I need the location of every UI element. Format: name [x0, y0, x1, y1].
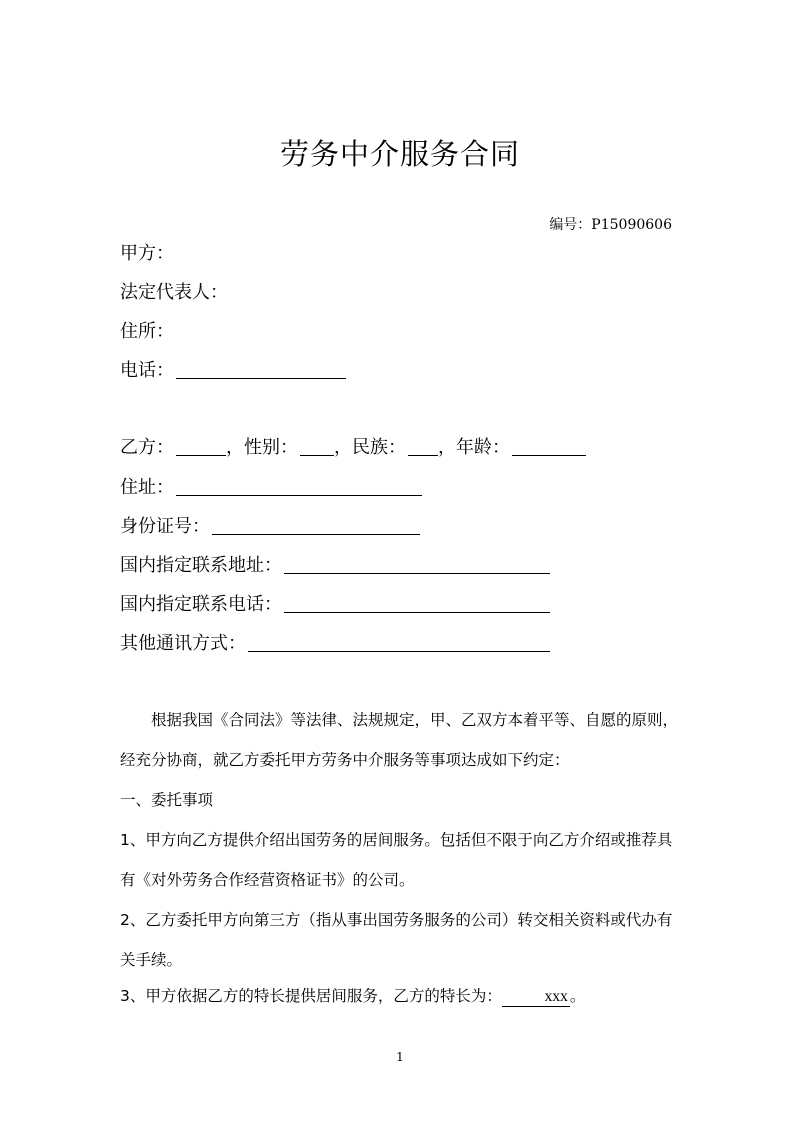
party-b-gender-blank[interactable] [300, 437, 334, 456]
party-b-age-blank[interactable] [512, 437, 586, 456]
specialty-blank[interactable]: xxx [502, 988, 570, 1007]
party-a-phone-blank[interactable] [176, 360, 346, 379]
party-b-other-contact-blank[interactable] [248, 633, 550, 652]
section-heading: 一、委托事项 [120, 791, 214, 809]
party-b-contact-address-blank[interactable] [284, 555, 550, 574]
party-a-legal-rep: 法定代表人： [120, 282, 228, 303]
item-2: 2、乙方委托甲方向第三方（指从事出国劳务服务的公司）转交相关资料或代办有关手续。 [120, 911, 673, 969]
party-b-name-blank[interactable] [176, 437, 226, 456]
page-title: 劳务中介服务合同 [279, 137, 520, 171]
page-number: 1 [396, 1050, 404, 1064]
party-b-address-blank[interactable] [176, 477, 422, 496]
document-number: 编号：P15090606 [549, 217, 672, 233]
party-b-contact-address: 国内指定联系地址： [120, 555, 550, 577]
party-b-contact-phone: 国内指定联系电话： [120, 594, 550, 616]
party-a-address: 住所： [120, 321, 174, 342]
party-b-contact-phone-blank[interactable] [284, 594, 550, 613]
party-b-id: 身份证号： [120, 516, 420, 538]
party-b-other-contact: 其他通讯方式： [120, 633, 550, 655]
party-a-phone: 电话： [120, 360, 346, 382]
party-a-label: 甲方： [120, 243, 174, 264]
item-3: 3、甲方依据乙方的特长提供居间服务，乙方的特长为： xxx 。 [120, 987, 586, 1005]
party-b-address: 住址： [120, 477, 422, 499]
party-b-id-blank[interactable] [212, 516, 420, 535]
party-b-ethnicity-blank[interactable] [408, 437, 438, 456]
item-1: 1、甲方向乙方提供介绍出国劳务的居间服务。包括但不限于向乙方介绍或推荐具有《对外劳务合作经营资格证书》的公司。 [120, 831, 673, 889]
preamble-paragraph: 根据我国《合同法》等法律、法规规定，甲、乙双方本着平等、自愿的原则，经充分协商，就乙方委托甲方劳务中介服务等事项达成如下约定： [120, 711, 679, 769]
party-b-line: 乙方： ，性别： ，民族： ，年龄： [120, 437, 586, 459]
